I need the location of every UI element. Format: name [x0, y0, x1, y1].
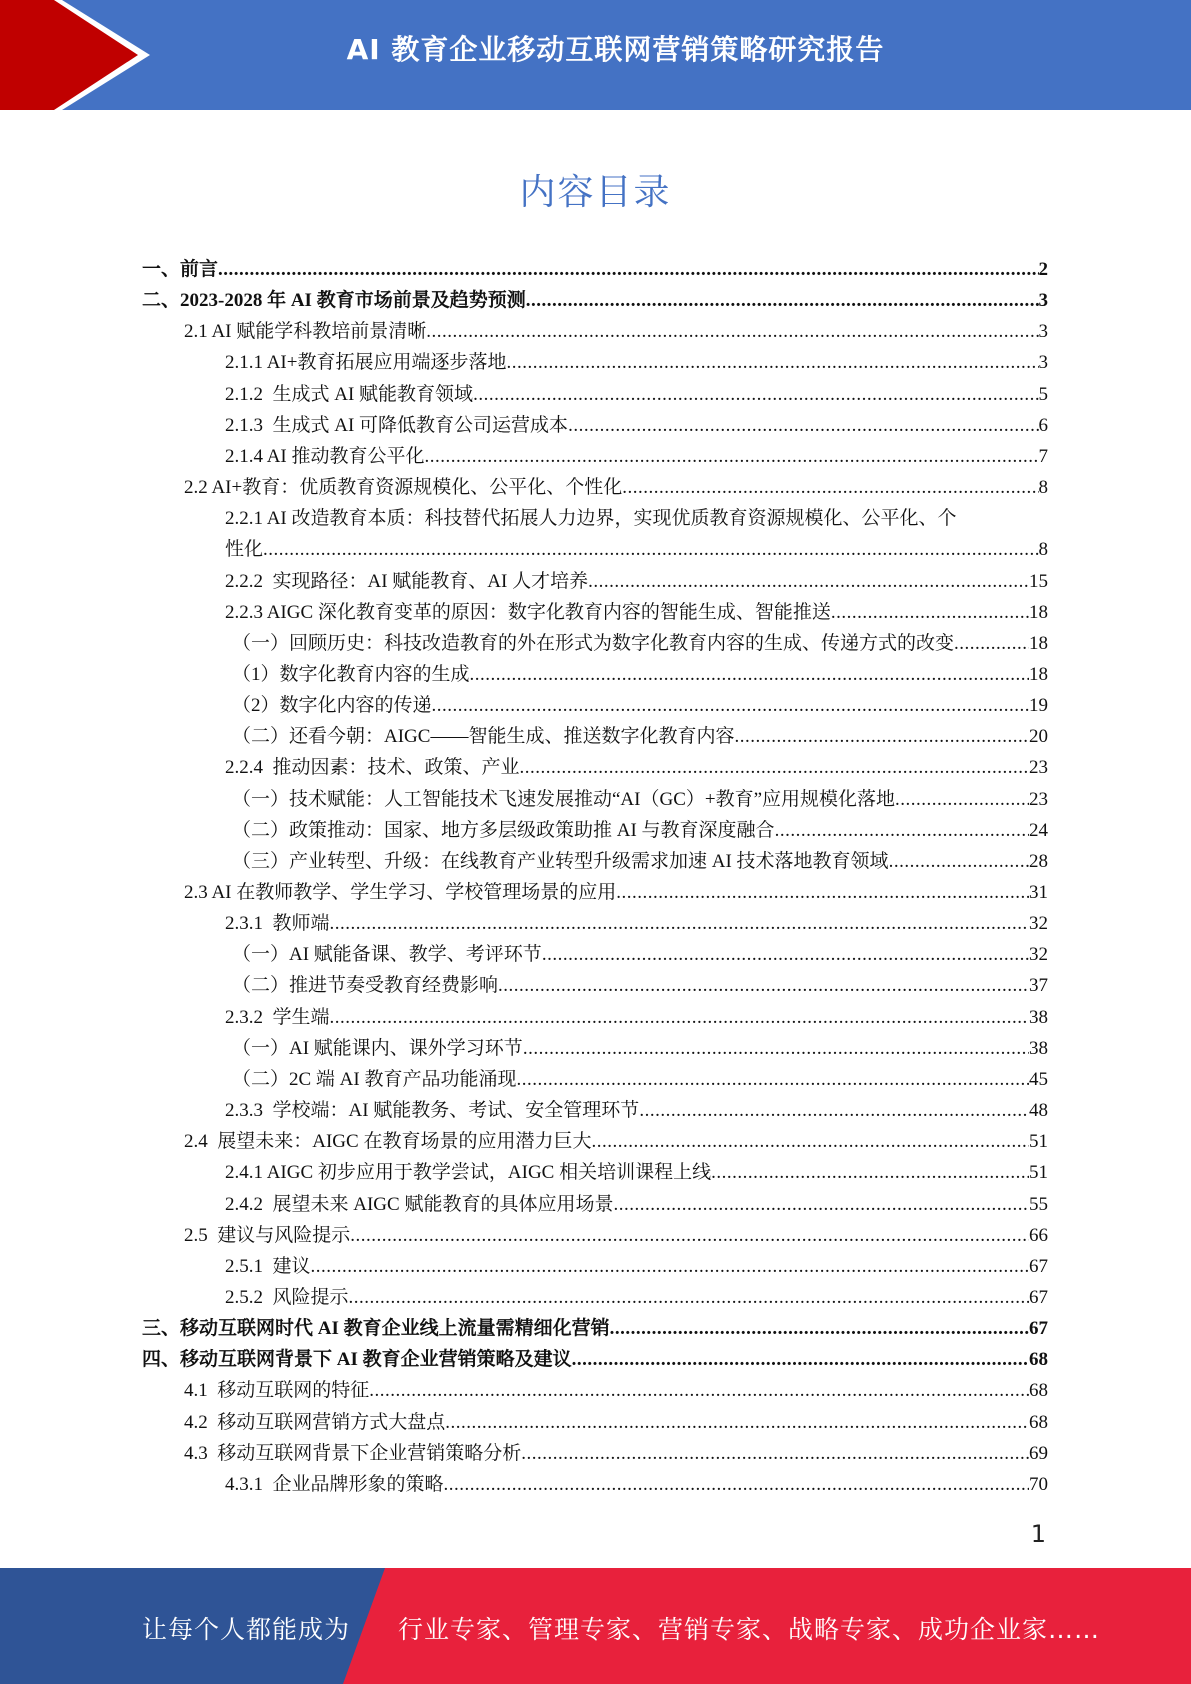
toc-entry[interactable]	[142, 347, 1048, 378]
toc-entry-title: 一、前言	[142, 259, 219, 280]
toc-entry[interactable]	[142, 1469, 1048, 1500]
dot-leader	[432, 690, 1029, 721]
toc-entry-page: 32	[1029, 944, 1048, 966]
toc-entry-page: 38	[1029, 1006, 1048, 1028]
toc-entry[interactable]	[142, 1189, 1048, 1220]
dot-leader	[610, 1313, 1029, 1344]
toc-entry[interactable]	[142, 846, 1048, 877]
toc-entry[interactable]	[142, 784, 1048, 815]
report-title: AI 教育企业移动互联网营销策略研究报告	[346, 33, 885, 66]
toc-entry-title: （三）产业转型、升级：在线教育产业转型升级需求加速 AI 技术落地教育领域	[232, 850, 889, 872]
toc-entry-page: 7	[1038, 445, 1048, 467]
toc-entry-title: 2.2 AI+教育：优质教育资源规模化、公平化、个性化	[184, 477, 623, 499]
dot-leader	[263, 534, 1038, 565]
toc-entry-page: 18	[1029, 663, 1048, 685]
toc-entry-title: 2.2.3 AIGC 深化教育变革的原因：数字化教育内容的智能生成、智能推送	[225, 601, 831, 623]
dot-leader	[591, 1126, 1029, 1157]
toc-entry-title: 4.2 移动互联网营销方式大盘点	[184, 1411, 446, 1433]
toc-entry[interactable]	[142, 970, 1048, 1001]
dot-leader	[526, 285, 1039, 316]
toc-heading: 内容目录	[519, 172, 672, 213]
toc-entry[interactable]	[142, 1375, 1048, 1406]
dot-leader	[330, 1002, 1029, 1033]
toc-entry-page: 45	[1029, 1068, 1048, 1090]
toc-entry-title: 2.3.2 学生端	[225, 1006, 330, 1028]
page-footer	[0, 1568, 1191, 1684]
toc-entry-title: 2.1.4 AI 推动教育公平化	[225, 445, 425, 467]
toc-entry-title: （一）AI 赋能备课、教学、考评环节	[232, 944, 542, 966]
dot-leader	[542, 939, 1029, 970]
toc-entry[interactable]	[142, 1344, 1048, 1375]
toc-entry-title: （二）2C 端 AI 教育产品功能涌现	[232, 1068, 517, 1090]
toc-entry-page: 5	[1038, 383, 1048, 405]
toc-entry[interactable]	[142, 877, 1048, 908]
toc-entry-title: （二）政策推动：国家、地方多层级政策助推 AI 与教育深度融合	[232, 819, 775, 841]
dot-leader	[473, 379, 1038, 410]
dot-leader	[639, 1095, 1029, 1126]
toc-entry-page: 51	[1029, 1162, 1048, 1184]
toc-entry[interactable]	[142, 410, 1048, 441]
toc-entry[interactable]	[142, 1126, 1048, 1157]
toc-entry-page: 67	[1029, 1255, 1048, 1277]
toc-entry-page: 68	[1029, 1349, 1048, 1371]
toc-entry[interactable]	[142, 1157, 1048, 1188]
dot-leader	[831, 597, 1029, 628]
dot-leader	[775, 815, 1029, 846]
dot-leader	[523, 1033, 1029, 1064]
toc-entry-title: 2.2.4 推动因素：技术、政策、产业	[225, 757, 520, 779]
toc-entry-title: 2.2.2 实现路径：AI 赋能教育、AI 人才培养	[225, 570, 589, 592]
page-number: 1	[1030, 1520, 1046, 1548]
dot-leader	[889, 846, 1029, 877]
dot-leader	[350, 1220, 1029, 1251]
toc-entry[interactable]	[142, 721, 1048, 752]
toc-entry-title: 2.3.3 学校端：AI 赋能教务、考试、安全管理环节	[225, 1100, 640, 1122]
toc-entry-page: 28	[1029, 850, 1048, 872]
toc-entry-page: 55	[1029, 1193, 1048, 1215]
dot-leader	[445, 1407, 1029, 1438]
toc-entry-page: 2	[1038, 259, 1048, 280]
toc-entry-title: 2.3.1 教师端	[225, 913, 330, 935]
toc-entry-title: 2.5 建议与风险提示	[184, 1224, 351, 1246]
toc-entry-title: 2.1.3 生成式 AI 可降低教育公司运营成本	[225, 414, 569, 436]
toc-entry-title: 2.4 展望未来：AIGC 在教育场景的应用潜力巨大	[184, 1131, 592, 1153]
toc-entry[interactable]	[142, 1064, 1048, 1095]
toc-entry-page: 3	[1038, 352, 1048, 374]
toc-entry-page: 23	[1029, 757, 1048, 779]
dot-leader	[311, 1251, 1029, 1282]
toc-entry-title: 2.4.2 展望未来 AIGC 赋能教育的具体应用场景	[225, 1193, 614, 1215]
toc-entry[interactable]	[142, 472, 1048, 503]
toc-entry-title: （二）推进节奏受教育经费影响	[232, 975, 499, 997]
toc-entry-page: 51	[1029, 1131, 1048, 1153]
toc-entry[interactable]	[142, 1407, 1048, 1438]
toc-entry-page: 8	[1038, 539, 1048, 561]
toc-entry-title: 4.3.1 企业品牌形象的策略	[225, 1473, 444, 1495]
toc-entry-title: （1）数字化教育内容的生成	[232, 663, 470, 685]
toc-entry-page: 6	[1038, 414, 1048, 436]
toc-entry-title-continued: 性化	[225, 539, 264, 561]
toc-entry-page: 32	[1029, 913, 1048, 935]
toc-entry-page: 69	[1029, 1442, 1048, 1464]
toc-entry[interactable]	[142, 441, 1048, 472]
toc-entry-title: 2.3 AI 在教师教学、学生学习、学校管理场景的应用	[184, 882, 617, 903]
toc-entry[interactable]	[142, 908, 1048, 939]
toc-entry-page: 67	[1029, 1286, 1048, 1308]
footer-slogan-left: 让每个人都能成为	[142, 1615, 351, 1644]
toc-entry-page: 66	[1029, 1224, 1048, 1246]
dot-leader	[895, 784, 1029, 815]
toc-entry[interactable]	[142, 254, 1048, 285]
dot-leader	[954, 628, 1029, 659]
dot-leader	[330, 908, 1029, 939]
dot-leader	[734, 721, 1029, 752]
dot-leader	[521, 1438, 1029, 1469]
toc-entry[interactable]	[142, 285, 1048, 316]
toc-entry-page: 20	[1029, 726, 1048, 748]
toc-entry-page: 19	[1029, 695, 1048, 717]
toc-entry[interactable]	[142, 1002, 1048, 1033]
dot-leader	[572, 1344, 1029, 1375]
toc-entry-title: 2.1.2 生成式 AI 赋能教育领域	[225, 383, 474, 405]
toc-entry-title: 2.1.1 AI+教育拓展应用端逐步落地	[225, 352, 507, 374]
toc-entry[interactable]	[142, 1220, 1048, 1251]
toc-entry-title: 三、移动互联网时代 AI 教育企业线上流量需精细化营销	[142, 1318, 610, 1340]
dot-leader	[425, 441, 1039, 472]
toc-entry-page: 70	[1029, 1473, 1048, 1495]
dot-leader	[520, 752, 1029, 783]
toc-entry-title: 2.4.1 AIGC 初步应用于教学尝试，AIGC 相关培训课程上线	[225, 1162, 712, 1184]
toc-entry[interactable]	[142, 1438, 1048, 1469]
dot-leader	[444, 1469, 1029, 1500]
toc-entry[interactable]	[142, 1282, 1048, 1313]
dot-leader	[369, 1375, 1029, 1406]
toc-entry-page: 68	[1029, 1380, 1048, 1402]
toc-entry[interactable]	[142, 939, 1048, 970]
toc-entry-title: （二）还看今朝：AIGC——智能生成、推送数字化教育内容	[232, 726, 735, 748]
toc-entry-page: 18	[1029, 601, 1048, 623]
toc-entry-page: 24	[1029, 819, 1048, 841]
toc-entry-page: 3	[1038, 290, 1048, 312]
toc-entry[interactable]	[142, 1313, 1048, 1344]
toc-entry-title: （一）回顾历史：科技改造教育的外在形式为数字化教育内容的生成、传递方式的改变	[232, 632, 955, 654]
dot-leader	[568, 410, 1038, 441]
dot-leader	[470, 659, 1029, 690]
dot-leader	[616, 877, 1029, 908]
toc-entry-page: 68	[1029, 1411, 1048, 1433]
dot-leader	[426, 316, 1038, 347]
toc-entry[interactable]	[142, 1095, 1048, 1126]
toc-entry[interactable]	[142, 379, 1048, 410]
toc-entry-page: 8	[1038, 477, 1048, 499]
toc-entry-title: 四、移动互联网背景下 AI 教育企业营销策略及建议	[142, 1349, 572, 1371]
toc-entry-title: 2.2.1 AI 改造教育本质：科技替代拓展人力边界，实现优质教育资源规模化、公平化、个	[225, 508, 957, 530]
toc-entry-title: 2.5.1 建议	[225, 1255, 311, 1277]
toc-entry-page: 48	[1029, 1100, 1048, 1122]
dot-leader	[622, 472, 1038, 503]
dot-leader	[349, 1282, 1029, 1313]
dot-leader	[506, 347, 1038, 378]
dot-leader	[613, 1189, 1029, 1220]
toc-entry[interactable]	[142, 566, 1048, 597]
toc-entry-page: 18	[1029, 632, 1048, 654]
dot-leader	[218, 254, 1038, 285]
toc-entry-page: 15	[1029, 570, 1048, 592]
toc-entry[interactable]	[142, 628, 1048, 659]
toc-entry[interactable]	[142, 1251, 1048, 1282]
toc-entry-title: （2）数字化内容的传递	[232, 695, 432, 717]
footer-slogan-right: 行业专家、管理专家、营销专家、战略专家、成功企业家……	[398, 1615, 1101, 1644]
dot-leader	[498, 970, 1029, 1001]
toc-entry-title: （一）技术赋能：人工智能技术飞速发展推动“AI（GC）+教育”应用规模化落地	[232, 788, 896, 810]
toc-entry-title: 2.5.2 风险提示	[225, 1286, 349, 1308]
dot-leader	[711, 1157, 1029, 1188]
toc-entry[interactable]	[142, 752, 1048, 783]
toc-entry-page: 23	[1029, 788, 1048, 810]
toc-entry-page: 38	[1029, 1037, 1048, 1059]
toc-entry[interactable]	[142, 503, 1048, 565]
toc-entry-title: 4.3 移动互联网背景下企业营销策略分析	[184, 1442, 522, 1464]
toc-entry-page: 67	[1029, 1318, 1048, 1340]
toc-entry-page: 31	[1029, 882, 1048, 903]
toc-entry[interactable]	[142, 690, 1048, 721]
toc-entry[interactable]	[142, 815, 1048, 846]
dot-leader	[588, 566, 1029, 597]
toc-entry-title: 二、2023-2028 年 AI 教育市场前景及趋势预测	[142, 290, 526, 312]
toc-entry[interactable]	[142, 1033, 1048, 1064]
toc-entry[interactable]	[142, 316, 1048, 347]
toc-entry-title: 4.1 移动互联网的特征	[184, 1380, 370, 1402]
toc-entry-title: （一）AI 赋能课内、课外学习环节	[232, 1037, 523, 1059]
toc-entry-title: 2.1 AI 赋能学科教培前景清晰	[184, 321, 427, 343]
toc-entry[interactable]	[142, 659, 1048, 690]
page-header	[0, 0, 1191, 110]
dot-leader	[516, 1064, 1029, 1095]
toc-entry-page: 37	[1029, 975, 1048, 997]
toc-entry-page: 3	[1038, 321, 1048, 343]
toc-entry[interactable]	[142, 597, 1048, 628]
